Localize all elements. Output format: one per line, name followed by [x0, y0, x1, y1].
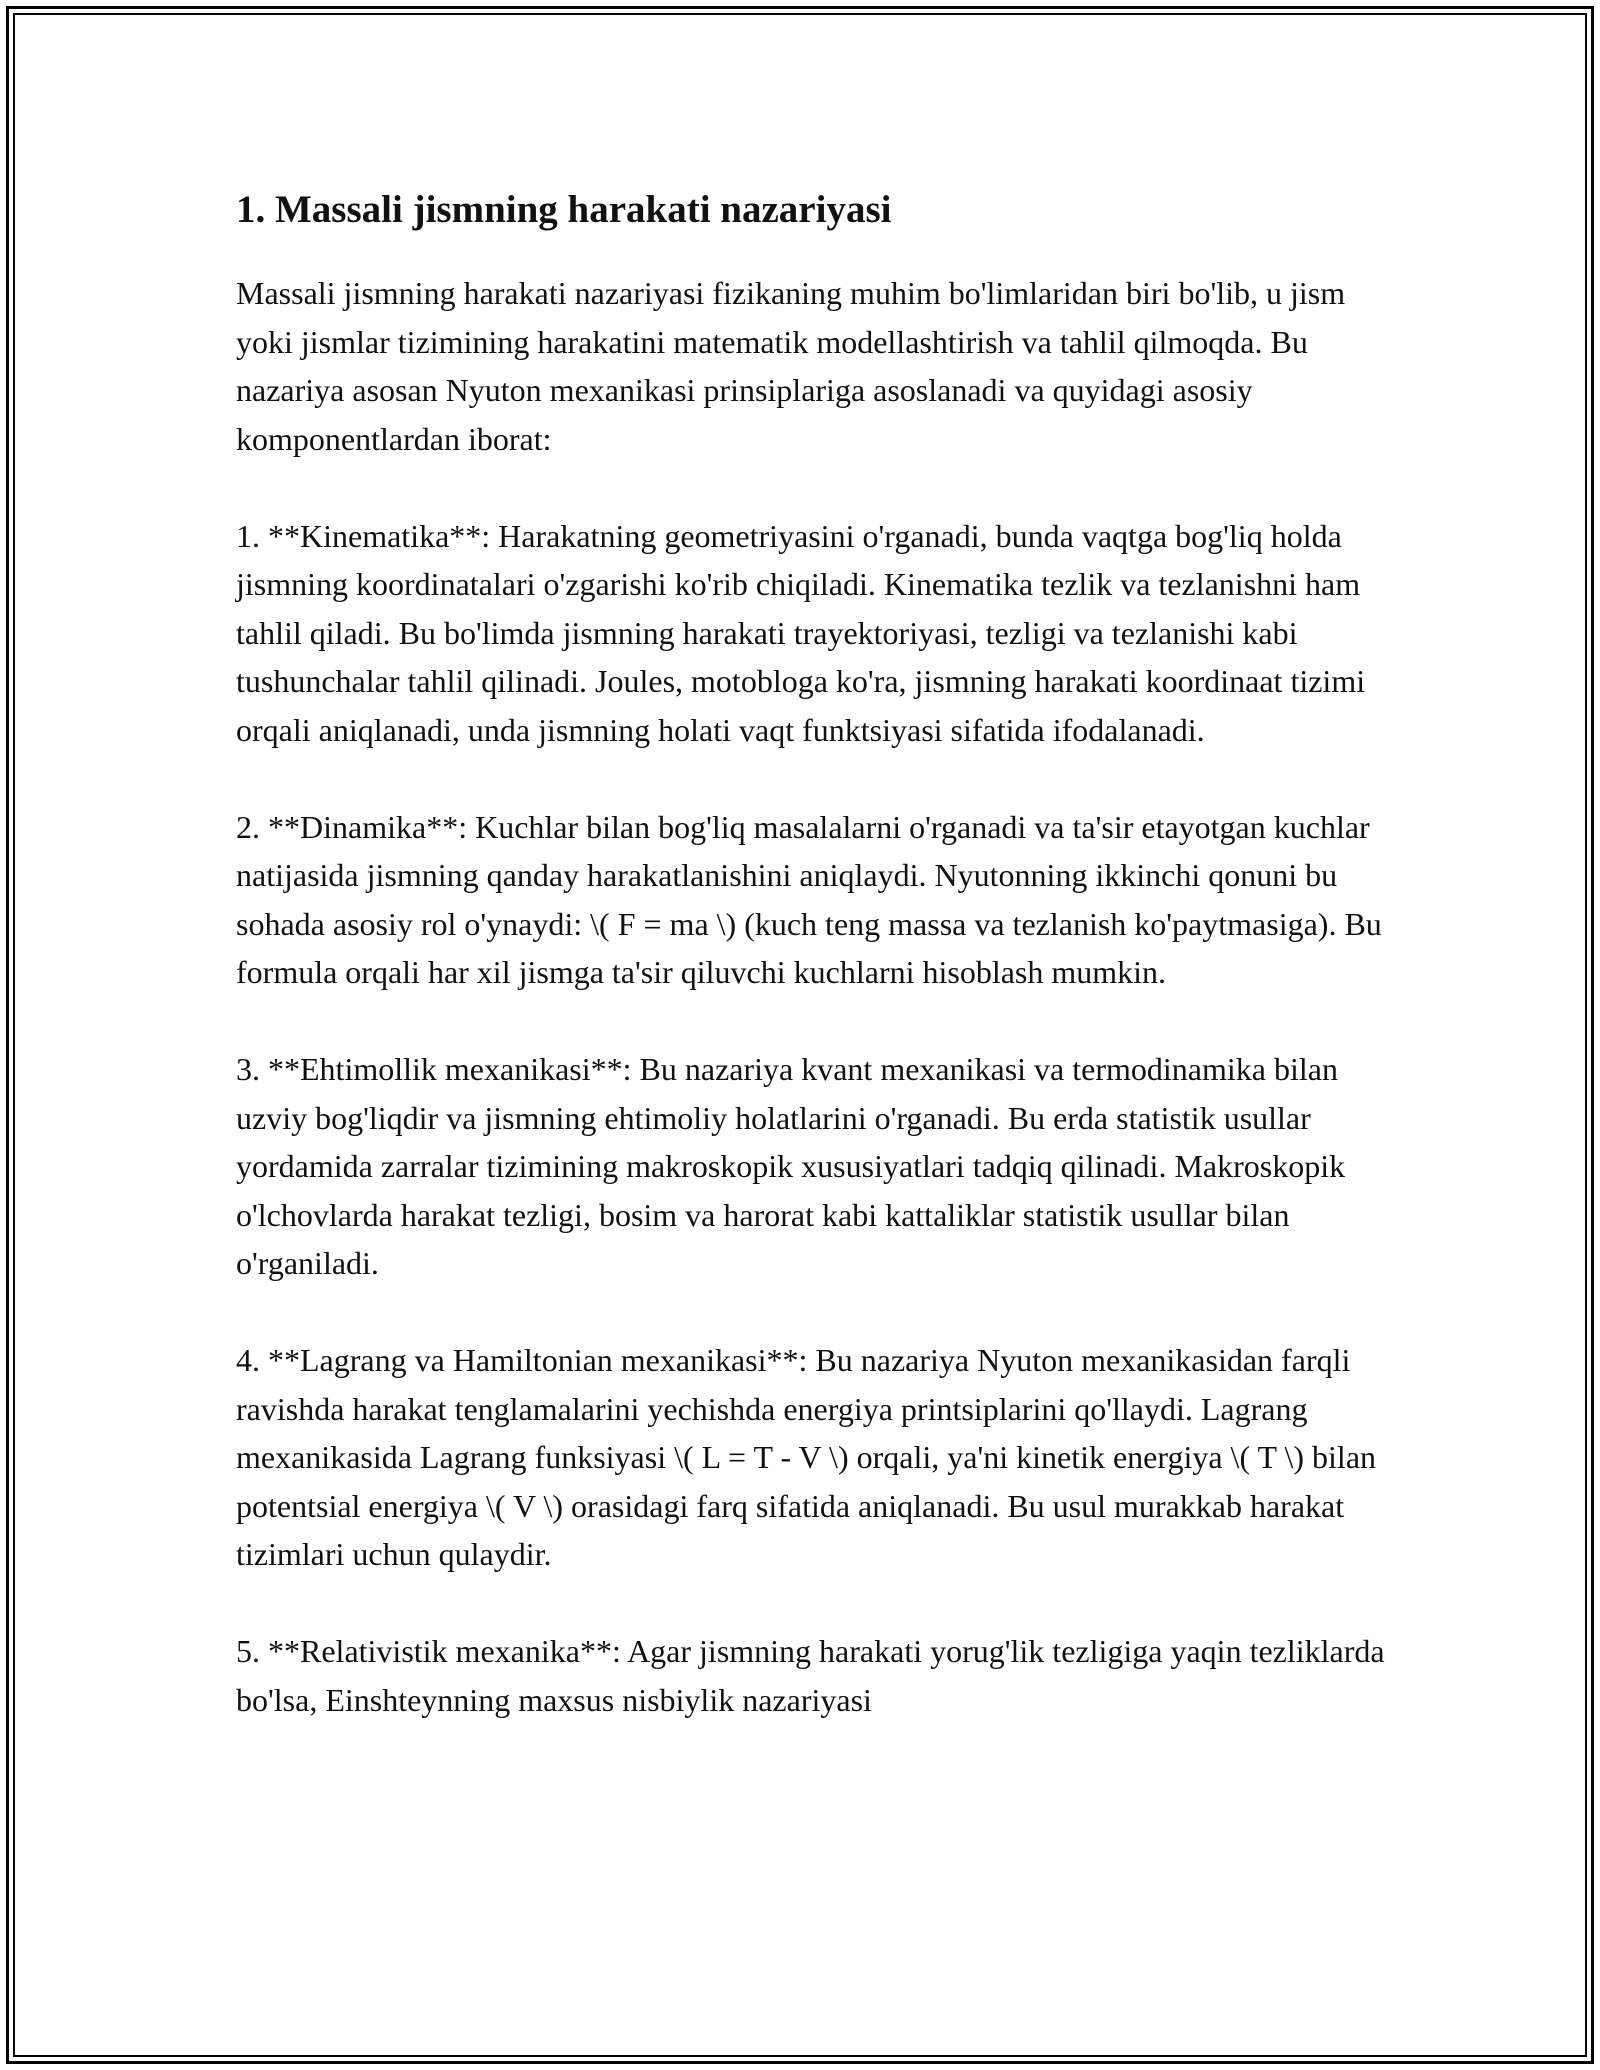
- lagrange-hamilton-paragraph: 4. **Lagrang va Hamiltonian mexanikasi**: Bu nazariya Nyuton mexanikasidan farqli ravishda harakat tenglamalarini yechishda energiya printsiplarini qo'llaydi. Lagrang mexanikasida Lagrang funksiyasi \( L = T - V \) orqali, ya'ni kinetik energiya \( T \) bilan potentsial energiya \( V \) orasidagi farq sifatida aniqlanadi. Bu usul murakkab harakat tizimlari uchun qulaydir.: [236, 1342, 1377, 1572]
- document-body: [236, 185, 1386, 1773]
- section-title: 1. Massali jismning harakati nazariyasi: [236, 188, 892, 231]
- relativistic-mechanics-paragraph: 5. **Relativistik mexanika**: Agar jismning harakati yorug'lik tezligiga yaqin tezliklarda bo'lsa, Einshteynning maxsus nisbiylik nazariyasi: [236, 1633, 1385, 1718]
- kinematics-paragraph: 1. **Kinematika**: Harakatning geometriyasini o'rganadi, bunda vaqtga bog'liq holda jismning koordinatalari o'zgarishi ko'rib chiqiladi. Kinematika tezlik va tezlanishni ham tahlil qiladi. Bu bo'limda jismning harakati trayektoriyasi, tezligi va tezlanishi kabi tushunchalar tahlil qilinadi. Joules, motobloga ko'ra, jismning harakati koordinaat tizimi orqali aniqlanadi, unda jismning holati vaqt funktsiyasi sifatida ifodalanadi.: [236, 517, 1366, 748]
- probability-mechanics-paragraph: 3. **Ehtimollik mexanikasi**: Bu nazariya kvant mexanikasi va termodinamika bilan uzviy bog'liqdir va jismning ehtimoliy holatlarini o'rganadi. Bu erda statistik usullar yordamida zarralar tizimining makroskopik xususiyatlari tadqiq qilinadi. Makroskopik o'lchovlarda harakat tezligi, bosim va harorat kabi kattaliklar statistik usullar bilan o'rganiladi.: [236, 1051, 1346, 1281]
- dynamics-paragraph: 2. **Dinamika**: Kuchlar bilan bog'liq masalalarni o'rganadi va ta'sir etayotgan kuchlar natijasida jismning qanday harakatlanishini aniqlaydi. Nyutonning ikkinchi qonuni bu sohada asosiy rol o'ynaydi: \( F = ma \) (kuch teng massa va tezlanish ko'paytmasiga). Bu formula orqali har xil jismga ta'sir qiluvchi kuchlarni hisoblash mumkin.: [236, 808, 1382, 990]
- intro-paragraph: Massali jismning harakati nazariyasi fizikaning muhim bo'limlaridan biri bo'lib, u jism yoki jismlar tizimining harakatini matematik modellashtirish va tahlil qilmoqda. Bu nazariya asosan Nyuton mexanikasi prinsiplariga asoslanadi va quyidagi asosiy komponentlardan iborat:: [236, 275, 1346, 457]
